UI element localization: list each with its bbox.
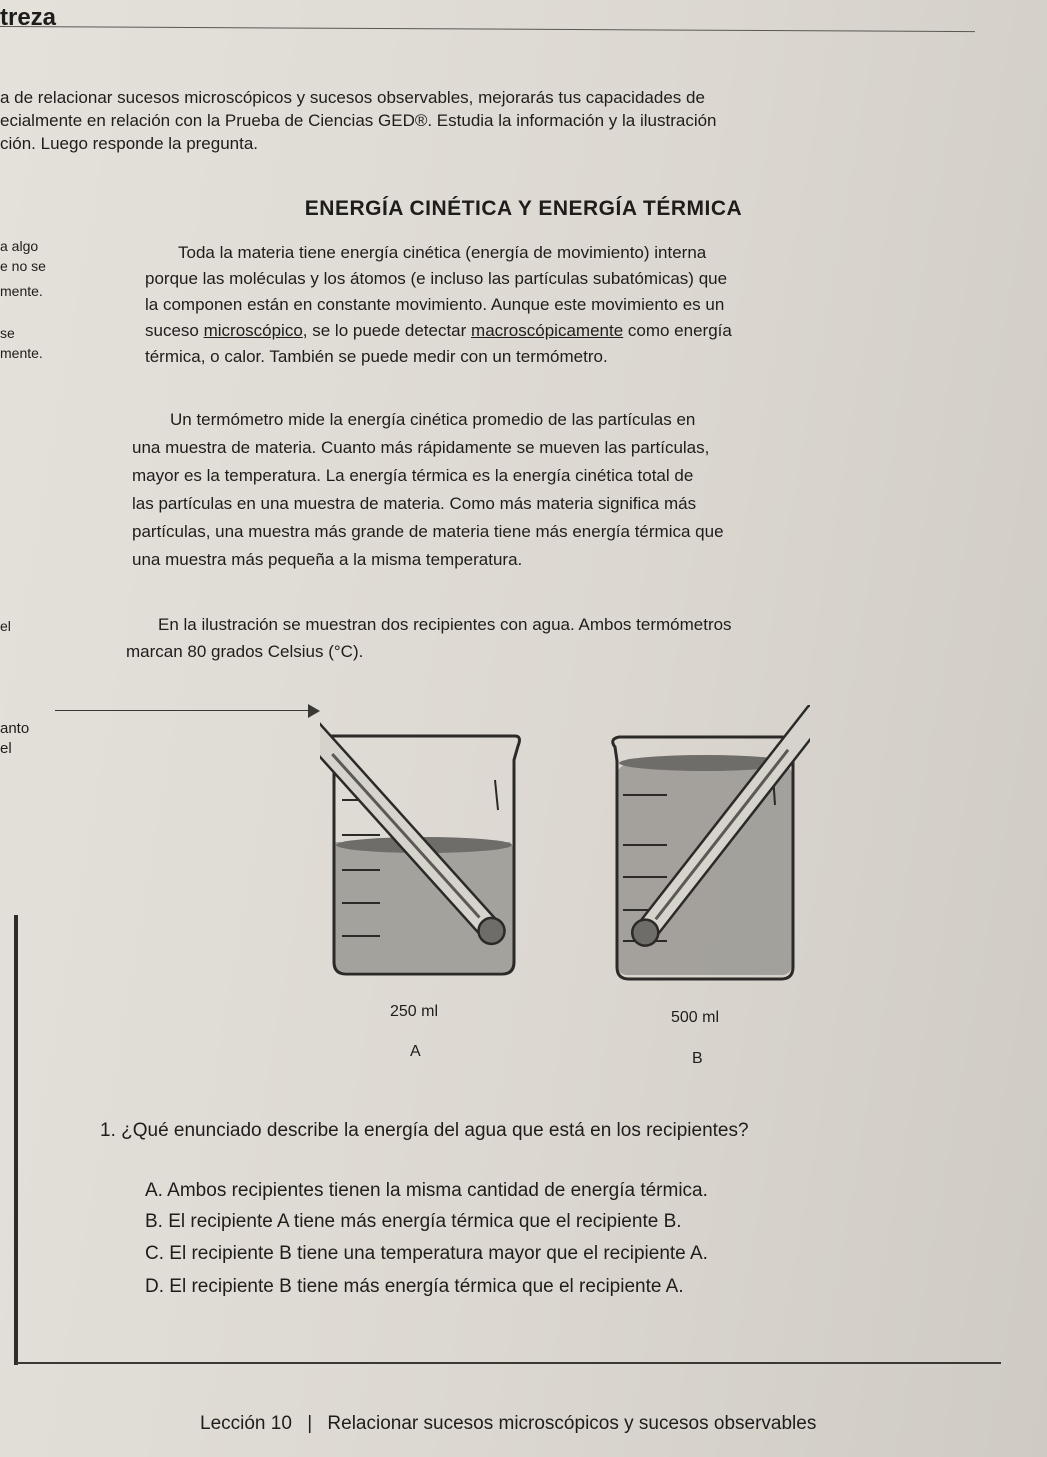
paragraph2-line: una muestra más pequeña a la misma temperatura. bbox=[132, 550, 523, 569]
paragraph3-line: marcan 80 grados Celsius (°C). bbox=[126, 642, 364, 661]
section-title: ENERGÍA CINÉTICA Y ENERGÍA TÉRMICA bbox=[304, 197, 743, 220]
margin-note: mente. bbox=[0, 345, 43, 361]
answer-option-d[interactable]: D. El recipiente B tiene más energía térmica que el recipiente A. bbox=[145, 1276, 684, 1297]
left-margin-bar bbox=[14, 915, 18, 1365]
text-run: como energía bbox=[623, 321, 732, 340]
intro-line-3: ción. Luego responde la pregunta. bbox=[0, 134, 259, 153]
underlined-term: microscópico bbox=[203, 321, 303, 340]
beaker-b-icon bbox=[605, 705, 810, 990]
paragraph2-line: las partículas en una muestra de materia. Como más materia significa más bbox=[132, 494, 697, 513]
footer-rule bbox=[16, 1362, 1001, 1364]
header-word: treza bbox=[0, 4, 57, 31]
underlined-term: macroscópicamente bbox=[471, 321, 624, 340]
paragraph1-line: la componen están en constante movimiento. Aunque este movimiento es un bbox=[145, 295, 725, 314]
margin-note: e no se bbox=[0, 258, 46, 274]
header-rule bbox=[0, 26, 975, 32]
answer-option-c[interactable]: C. El recipiente B tiene una temperatura mayor que el recipiente A. bbox=[145, 1243, 708, 1264]
beaker-b-volume: 500 ml bbox=[671, 1009, 720, 1026]
paragraph3-line: En la ilustración se muestran dos recipientes con agua. Ambos termómetros bbox=[158, 615, 732, 634]
paragraph1-line: térmica, o calor. También se puede medir con un termómetro. bbox=[145, 347, 608, 366]
margin-note: el bbox=[0, 740, 12, 757]
beaker-a-icon bbox=[320, 700, 530, 990]
lesson-title: Relacionar sucesos microscópicos y sucesos observables bbox=[327, 1413, 817, 1434]
margin-note: anto bbox=[0, 720, 30, 737]
margin-note: a algo bbox=[0, 238, 39, 254]
footer-separator: | bbox=[307, 1413, 313, 1434]
question-text: 1. ¿Qué enunciado describe la energía del agua que está en los recipientes? bbox=[100, 1120, 749, 1141]
arrow-icon bbox=[308, 704, 320, 718]
paragraph1-line bbox=[145, 321, 732, 341]
paragraph1-line: porque las moléculas y los átomos (e incluso las partículas subatómicas) que bbox=[145, 269, 728, 288]
intro-line-2: ecialmente en relación con la Prueba de Ciencias GED®. Estudia la información y la ilustración bbox=[0, 111, 717, 130]
intro-line-1: a de relacionar sucesos microscópicos y sucesos observables, mejorarás tus capacidades de bbox=[0, 88, 705, 107]
paragraph1-line: Toda la materia tiene energía cinética (energía de movimiento) interna bbox=[178, 243, 707, 262]
text-run: , se lo puede detectar bbox=[302, 321, 472, 340]
margin-arrow-line bbox=[55, 710, 310, 711]
paragraph2-line: Un termómetro mide la energía cinética promedio de las partículas en bbox=[170, 410, 696, 429]
beaker-a-volume: 250 ml bbox=[390, 1003, 439, 1020]
answer-option-b[interactable]: B. El recipiente A tiene más energía térmica que el recipiente B. bbox=[145, 1211, 682, 1232]
text-run: suceso bbox=[145, 321, 204, 340]
lesson-number: Lección 10 bbox=[200, 1413, 292, 1434]
paragraph2-line: partículas, una muestra más grande de materia tiene más energía térmica que bbox=[132, 522, 724, 541]
beaker-b-label: B bbox=[692, 1050, 703, 1067]
paragraph2-line: mayor es la temperatura. La energía térmica es la energía cinética total de bbox=[132, 466, 694, 485]
margin-note: mente. bbox=[0, 283, 43, 299]
margin-note: se bbox=[0, 325, 15, 341]
beaker-a-label: A bbox=[410, 1043, 421, 1060]
paragraph2-line: una muestra de materia. Cuanto más rápidamente se mueven las partículas, bbox=[132, 438, 710, 457]
answer-option-a[interactable]: A. Ambos recipientes tienen la misma cantidad de energía térmica. bbox=[145, 1180, 708, 1201]
footer bbox=[200, 1413, 816, 1435]
margin-note: el bbox=[0, 618, 11, 634]
